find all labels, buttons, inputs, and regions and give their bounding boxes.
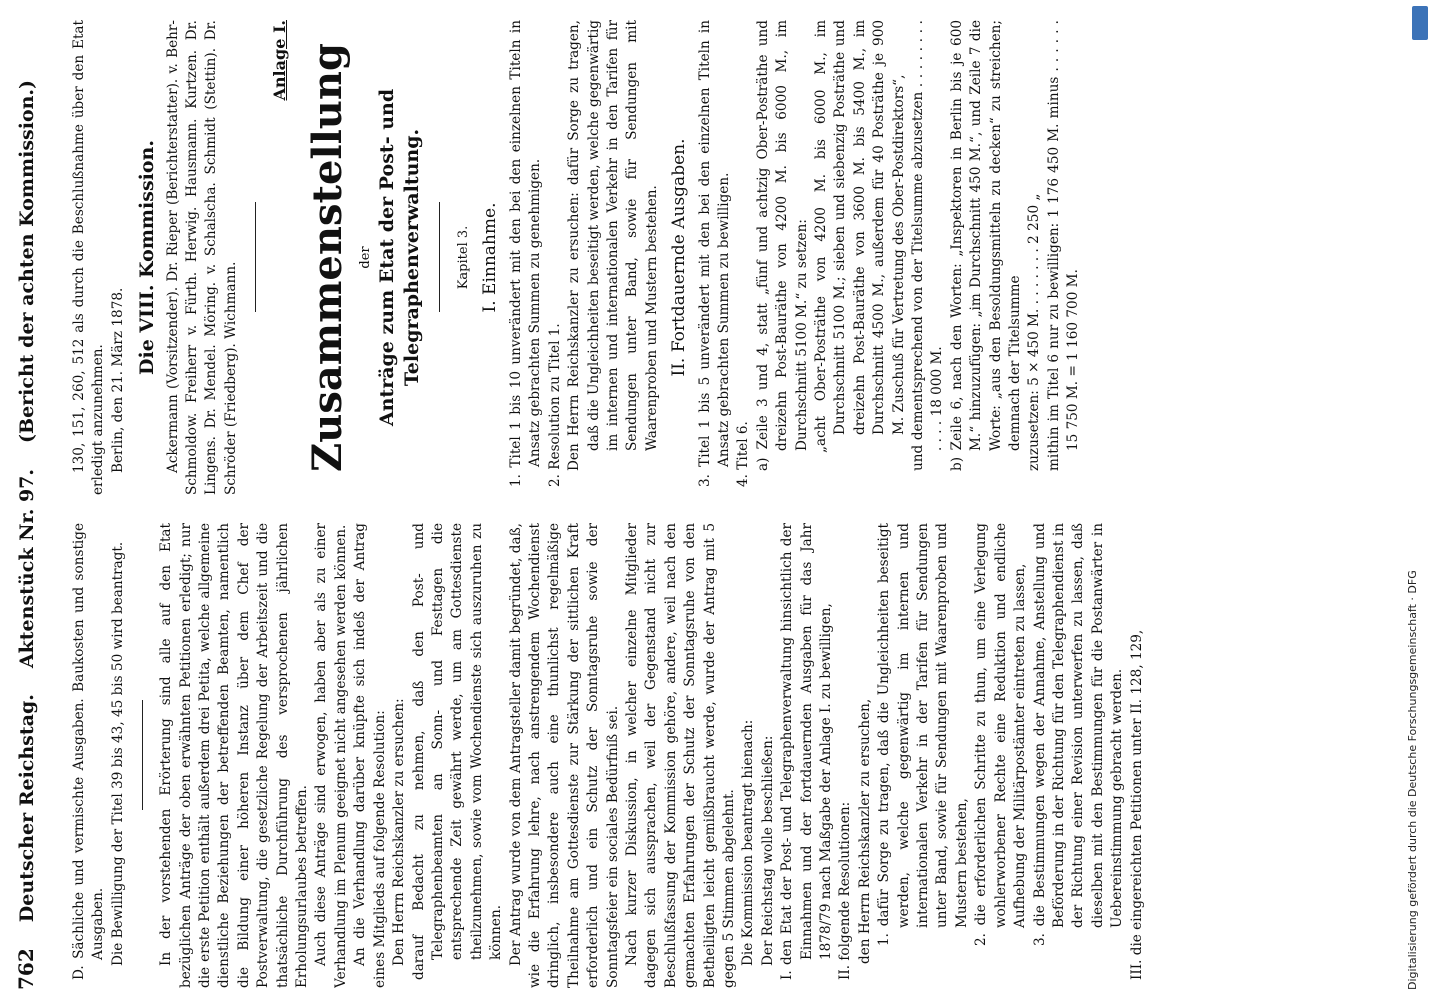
ausgaben_items-paragraph: 4. Titel 6. — [735, 421, 752, 487]
anlage-label: Anlage I. — [270, 20, 290, 101]
divider — [255, 203, 256, 313]
anlage-title: Zusammenstellung — [303, 43, 351, 472]
left_column-paragraph: In der vorstehenden Erörterung sind alle auf den Etat bezüglichen Anträge der oben erwähnten Petitionen erledigt; nur die erste Petition enthält außerdem drei Petita, welche allgemeine dienstliche Beziehungen der betreffenden Beamten, namentlich die Bildung einer höheren Instanz über dem Chef der Postverwaltung, die gesetzliche Regelung der Arbeitszeit und die thatsächliche Durchführung des versprochenen jährlichen Erholungsurlaubes betreffen. — [158, 523, 311, 988]
page-header — [14, 30, 44, 990]
left_column-paragraph: D. Sächliche und vermischte Ausgaben. Baukosten und sonstige Ausgaben. — [71, 523, 107, 980]
left_column-paragraph: 2. die erforderlichen Schritte zu thun, um eine Verlegung wohlerworbener Rechte eine Reduktion und endliche Aufhebung der Militärpostämter eintreten zu lassen, — [973, 523, 1029, 946]
dfg-sidebar — [1402, 10, 1424, 990]
kapitel-heading: Kapitel 3. — [456, 225, 472, 290]
header-left: Deutscher Reichstag. — [16, 694, 38, 923]
left_column-paragraph: darauf Bedacht zu nehmen, daß den Post- und Telegraphenbeamten an Sonn- und Festtagen die entsprechende Zeit gewährt werde, um am Gottesdienste theilzunehmen, sowie vom Wochendienste sich auszuruhen zu können. — [410, 523, 505, 980]
ausgaben_items-paragraph: mithin im Titel 6 nur zu bewilligen: 1 176 450 M. minus . . . . . . 15 750 M. = 1 160 700 M. — [1045, 20, 1082, 471]
einnahme_items-paragraph: 2. Resolution zu Titel 1. — [546, 323, 563, 487]
ausgaben_items-paragraph: „acht Ober-Posträthe von 4200 M. bis 6000 M., im Durchschnitt 5100 M.; sieben und siebenzig Posträthe und dreizehn Post-Bauräthe von 3600 M. bis 5400 M., im Durchschnitt 4500 M., außerdem für 40 Posträthe je 900 M. Zuschuß für Vertretung des Ober-Postdirektors“, — [812, 20, 907, 453]
left-column — [70, 523, 1290, 988]
ausgaben_items-paragraph: a) Zeile 3 und 4, statt „fünf und achtzig Ober-Posträthe und dreizehn Post-Bauräthe von 4200 M. bis 6000 M., im Durchschnitt 5100 M.“ zu setzen: — [754, 20, 810, 471]
ausgaben_items-paragraph: b) Zeile 6, nach den Worten: „Inspektoren in Berlin bis je 600 M.“ hinzuzufügen: „im Durchschnitt 450 M.“, und Zeile 7 die Worte: „aus den Besoldungsmitteln zu decken“ zu streichen; demnach der Titelsumme — [948, 20, 1024, 471]
closing-text — [70, 20, 128, 495]
divider — [439, 203, 440, 313]
left_column-paragraph: 3. die Bestimmungen wegen der Annahme, Anstellung und Beförderung in der Richtung für den Telegraphendienst in der Richtung einer Revision unterwerfen zu lassen, daß dieselben mit den Bestimmungen für die Postanwärter in Uebereinstimmung gebracht werden. — [1031, 523, 1126, 946]
left_column-paragraph: Der Reichstag wolle beschließen: — [759, 735, 776, 966]
left_column-paragraph: III. die eingereichten Petitionen unter II. 128, 129, — [1128, 629, 1145, 980]
divider — [142, 701, 143, 811]
einnahme_items-paragraph: 1. Titel 1 bis 10 unverändert mit den bei den einzelnen Titeln in Ansatz gebrachten Summen zu genehmigen. — [507, 20, 544, 487]
right_column_top-paragraph: Berlin, den 21. März 1878. — [109, 287, 126, 473]
einnahme-items — [507, 20, 662, 495]
header-right: (Bericht der achten Kommission.) — [16, 79, 38, 443]
commission-members: Ackermann (Vorsitzender). Dr. Rieper (Berichterstatter). v. Behr-Schmoldow. Freiherr v. Fürth. Herwig. Hausmann. Kurtzen. Dr. Lingens. Dr. Mendel. Möring. v. Schalscha. Schmidt (Stettin). Dr. Schröder (Friedberg). Wichmann. — [164, 20, 239, 495]
left_column-paragraph: Auch diese Anträge sind erwogen, haben aber als zu einer Verhandlung im Plenum geeignet nicht angesehen werden können. — [313, 523, 349, 988]
ausgaben-items — [696, 20, 1084, 495]
dfg-credit: Digitalisierung gefördert durch die Deutsche Forschungsgemeinschaft · DFG — [1406, 570, 1419, 990]
right-column — [70, 20, 1290, 495]
anlage-subtitle: Anträge zum Etat der Post- und Telegraphenverwaltung. — [376, 88, 424, 427]
left_column-paragraph: An die Verhandlung darüber knüpfte sich indeß der Antrag eines Mitglieds auf folgende Resolution: — [352, 523, 388, 988]
left_column-paragraph: Den Herrn Reichskanzler zu ersuchen: — [391, 698, 408, 966]
left_column-paragraph: Der Antrag wurde von dem Antragsteller damit begründet, daß, wie die Erfahrung lehre, nach anstrengendem Wochendienst dringlich, insbesondere auch eine thunlichst regelmäßige Theilnahme am Gottesdienste zur Stärkung der sittlichen Kraft erforderlich und ein Schutz der Sonntagsruhe sowie der Sonntagsfeier ein sociales Bedürfniß sei. — [507, 523, 621, 988]
right_column_top-paragraph: 130, 151, 260, 512 als durch die Beschlußnahme über den Etat erledigt anzunehmen. — [71, 20, 107, 495]
left_column-paragraph: Die Bewilligung der Titel 39 bis 43, 45 bis 50 wird beantragt. — [109, 541, 126, 966]
left_column-paragraph: Die Kommission beantragt hienach: — [740, 719, 757, 966]
left_column-paragraph: I. den Etat der Post- und Telegraphenverwaltung hinsichtlich der Einnahmen und der fortdauernden Ausgaben für das Jahr 1878/79 nach Maßgabe der Anlage I. zu bewilligen, — [779, 523, 835, 980]
left_column-paragraph: 1. dafür Sorge zu tragen, daß die Ungleichheiten beseitigt werden, welche gegenwärtig im internen und internationalen Verkehr in der Tarifen für Sendungen unter Band, sowie für Sendungen mit Waarenproben und Mustern bestehen, — [876, 523, 970, 946]
header-center: Aktenstück Nr. 97. — [16, 468, 38, 669]
ausgaben_items-paragraph: 3. Titel 1 bis 5 unverändert mit den bei den einzelnen Titeln in Ansatz gebrachten Summen zu bewilligen. — [696, 20, 732, 487]
left_column-paragraph: den Herrn Reichskanzler zu ersuchen, — [856, 698, 873, 964]
ausgaben_items-paragraph: zuzusetzen: 5 × 450 M. . . . . . . . 2 250 „ — [1026, 193, 1043, 471]
left_column-paragraph: II. folgende Resolutionen: — [837, 801, 854, 980]
ausgaben-heading: II. Fortdauernde Ausgaben. — [669, 138, 690, 377]
einnahme_items-paragraph: Den Herrn Reichskanzler zu ersuchen: dafür Sorge zu tragen, daß die Ungleichheiten beseitigt werden, welche gegenwärtig im internen und internationalen Verkehr in den Tarifen für Sendungen unter Band, sowie für Sendungen mit Waarenproben und Mustern bestehen. — [566, 20, 660, 471]
anlage-der: der — [357, 246, 373, 269]
commission-title: Die VIII. Kommission. — [136, 140, 159, 375]
left_column-paragraph: Nach kurzer Diskussion, in welcher einzelne Mitglieder dagegen sich aussprachen, weil der Gegenstand nicht zur Beschlußfassung der Kommission gehöre, andere, weil nach den gemachten Erfahrungen der Schutz der Sonntagsruhe von den Betheiligten leicht gemißbraucht werde, wurde der Antrag mit 5 gegen 5 Stimmen abgelehnt. — [623, 523, 737, 988]
ausgaben_items-paragraph: und dementsprechend von der Titelsumme abzusetzen . . . . . . . . . . . . 18 000 M. — [910, 20, 946, 471]
einnahme-heading: I. Einnahme. — [480, 202, 501, 313]
dfg-logo-icon — [1412, 6, 1428, 40]
page-number: 762 — [14, 948, 38, 990]
